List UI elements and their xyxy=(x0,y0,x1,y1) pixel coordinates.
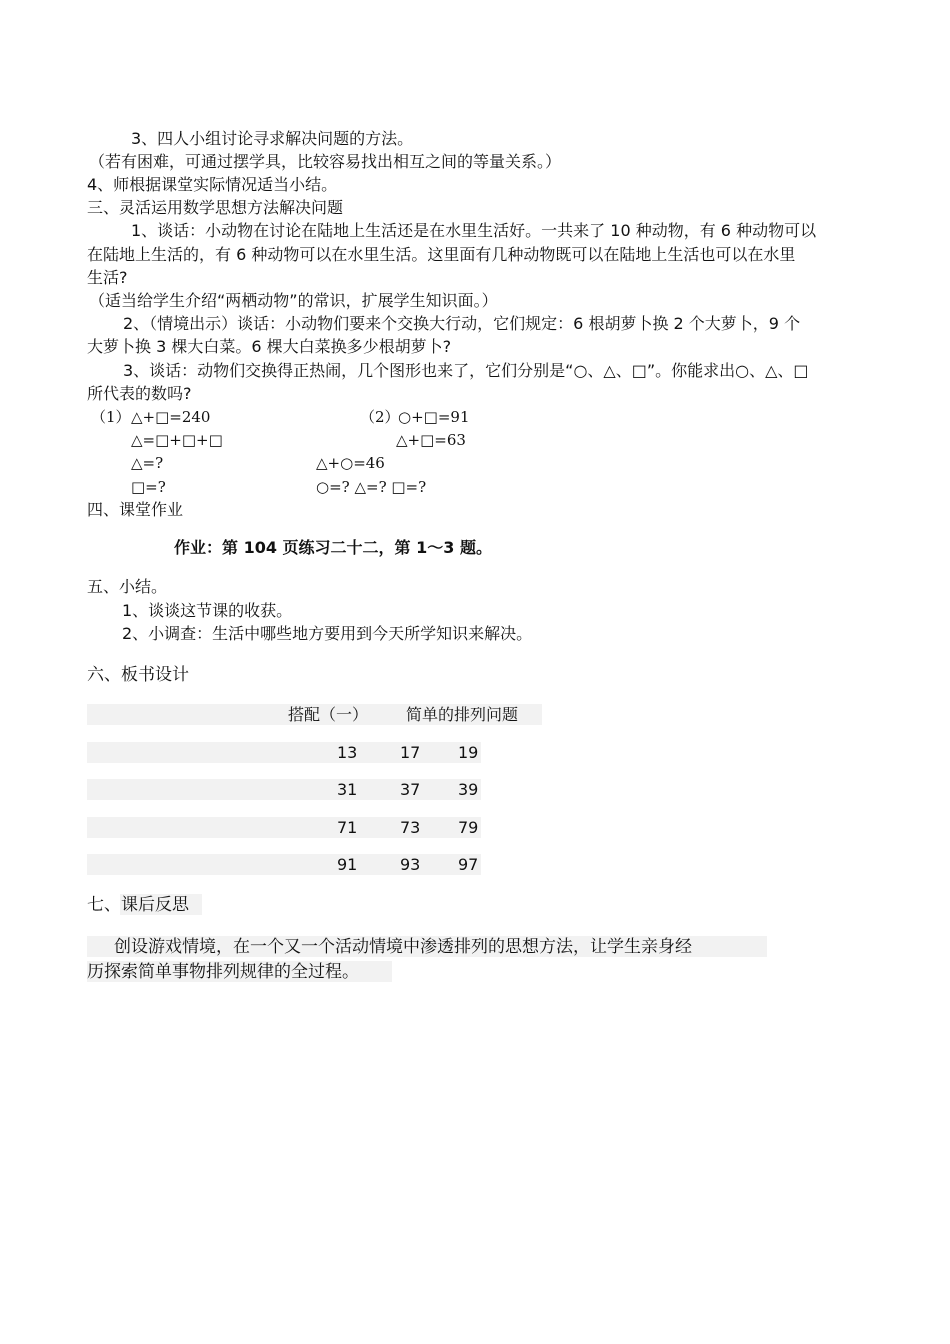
board-cell: 39 xyxy=(458,780,479,799)
board-row-shade xyxy=(87,817,481,838)
section-heading-3: 三、灵活运用数学思想方法解决问题 xyxy=(87,198,344,217)
board-title-right: 简单的排列问题 xyxy=(406,705,519,724)
text-line: （若有困难，可通过摆学具，比较容易找出相互之间的等量关系。） xyxy=(89,152,562,171)
equation: □=? xyxy=(131,478,166,496)
text-line: 在陆地上生活的，有 6 种动物可以在水里生活。这里面有几种动物既可以在陆地上生活也可以在水里 xyxy=(87,245,796,264)
text-line: 1、谈话：小动物在讨论在陆地上生活还是在水里生活好。一共来了 10 种动物，有 6 种动物可以 xyxy=(131,221,817,240)
text-line: 4、师根据课堂实际情况适当小结。 xyxy=(87,175,338,194)
board-cell: 31 xyxy=(337,780,358,799)
board-cell: 73 xyxy=(400,818,421,837)
equation: △+○=46 xyxy=(316,454,385,472)
board-cell: 13 xyxy=(337,743,358,762)
board-cell: 79 xyxy=(458,818,479,837)
homework-text: 作业：第 104 页练习二十二，第 1～3 题。 xyxy=(174,538,492,557)
board-title-left: 搭配（一） xyxy=(288,705,369,724)
text-line: 3、四人小组讨论寻求解决问题的方法。 xyxy=(131,129,414,148)
text-line: 2、（情境出示）谈话：小动物们要来个交换大行动，它们规定：6 根胡萝卜换 2 个大萝卜，9 个 xyxy=(123,314,801,333)
equation: ○+□=91 xyxy=(398,408,470,426)
board-cell: 17 xyxy=(400,743,421,762)
board-row-shade xyxy=(87,779,481,800)
text-line: 1、谈谈这节课的收获。 xyxy=(122,601,293,620)
board-row-shade xyxy=(87,742,481,763)
section-heading-4: 四、课堂作业 xyxy=(87,500,184,519)
board-cell: 97 xyxy=(458,855,479,874)
reflection-text: 历探索简单事物排列规律的全过程。 xyxy=(87,962,359,982)
board-cell: 71 xyxy=(337,818,358,837)
text-line: 生活? xyxy=(87,268,128,287)
text-line: 大萝卜换 3 棵大白菜。6 棵大白菜换多少根胡萝卜? xyxy=(87,337,452,356)
equation: △+□=63 xyxy=(396,431,466,449)
problem-label: （2） xyxy=(360,408,400,426)
text-line: （适当给学生介绍“两栖动物”的常识，扩展学生知识面。） xyxy=(89,291,498,310)
board-cell: 91 xyxy=(337,855,358,874)
board-cell: 19 xyxy=(458,743,479,762)
board-row-shade xyxy=(87,854,481,875)
text-line: 2、小调查：生活中哪些地方要用到今天所学知识来解决。 xyxy=(122,624,533,643)
equation: △+□=240 xyxy=(131,408,211,426)
equation: ○=? △=? □=? xyxy=(316,478,427,496)
text-line: 所代表的数吗? xyxy=(87,384,192,403)
reflection-text: 创设游戏情境，在一个又一个活动情境中渗透排列的思想方法，让学生亲身经 xyxy=(114,937,692,957)
section-heading-7: 七、课后反思 xyxy=(87,895,189,915)
board-cell: 37 xyxy=(400,780,421,799)
section-heading-5: 五、小结。 xyxy=(87,577,168,596)
equation: △=□+□+□ xyxy=(131,431,223,449)
text-line: 3、谈话：动物们交换得正热闹，几个图形也来了，它们分别是“○、△、□”。你能求出○、△、□ xyxy=(123,361,809,380)
equation: △=? xyxy=(131,454,164,472)
section-heading-6: 六、板书设计 xyxy=(87,665,189,685)
board-cell: 93 xyxy=(400,855,421,874)
problem-label: （1） xyxy=(91,408,131,426)
